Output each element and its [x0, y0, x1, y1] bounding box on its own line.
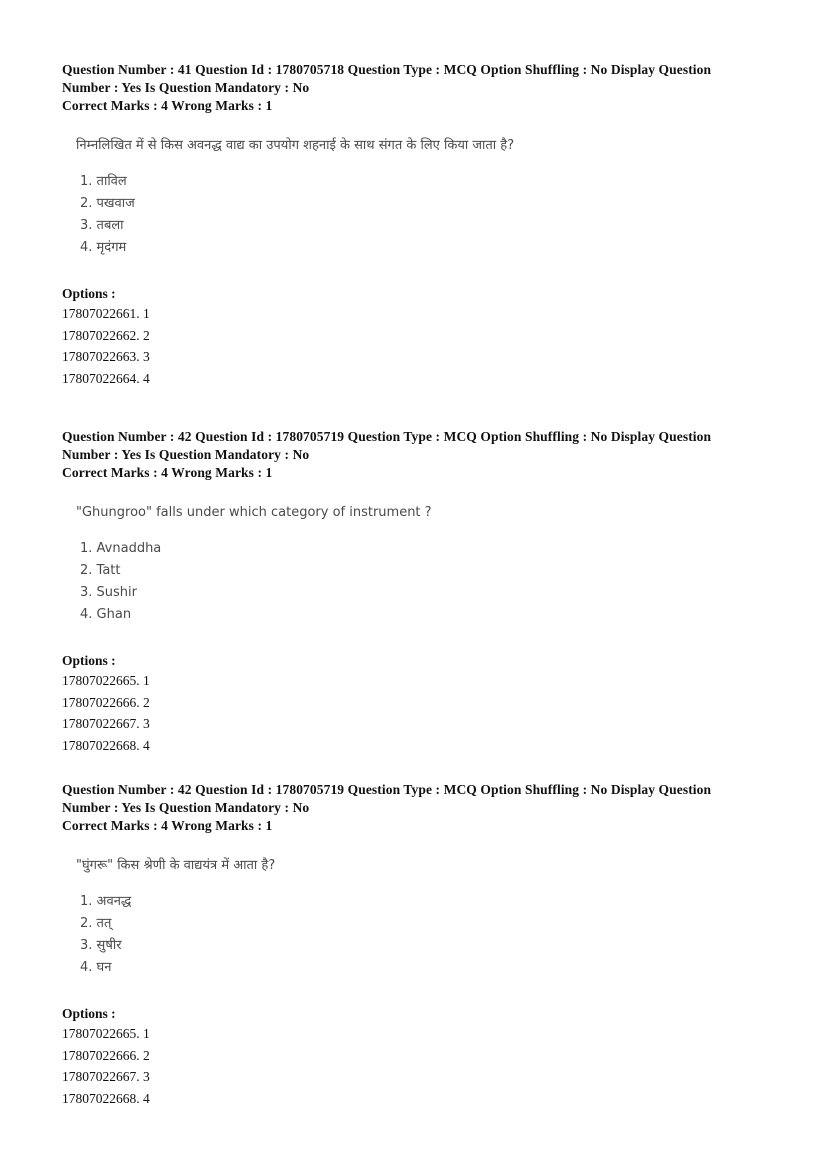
- question-meta-line1: Question Number : 42 Question Id : 1780705719 Question Type : MCQ Option Shuffling : No Display Question: [62, 429, 712, 444]
- option-1: 17807022661. 1: [62, 306, 150, 321]
- choice-4: 4. Ghan: [80, 607, 132, 622]
- choice-2: 2. Tatt: [80, 563, 121, 578]
- option-4: 17807022668. 4: [62, 737, 150, 753]
- choice-1: 1. अवनद्ध: [80, 894, 132, 909]
- question-image: [76, 857, 762, 979]
- option-3: 17807022667. 3: [62, 1069, 150, 1084]
- question-text: निम्नलिखित में से किस अवनद्ध वाद्य का उपयोग शहनाई के साथ संगत के लिए किया जाता है?: [76, 138, 515, 153]
- option-1: 17807022665. 1: [62, 673, 150, 688]
- choice-3: 3. सुषीर: [80, 938, 122, 953]
- question-meta-line1: Question Number : 42 Question Id : 1780705719 Question Type : MCQ Option Shuffling : No Display Question: [62, 782, 712, 797]
- question-meta-line2: Number : Yes Is Question Mandatory : No: [62, 80, 310, 95]
- option-2: 17807022666. 2: [62, 694, 150, 710]
- question-marks: Correct Marks : 4 Wrong Marks : 1: [62, 465, 273, 480]
- option-3: 17807022667. 3: [62, 716, 150, 731]
- choice-1: 1. ताविल: [80, 174, 127, 189]
- question-marks: Correct Marks : 4 Wrong Marks : 1: [62, 818, 273, 833]
- option-1: 17807022665. 1: [62, 1026, 150, 1041]
- choice-4: 4. मृदंगम: [80, 240, 127, 255]
- choice-3: 3. तबला: [80, 218, 124, 233]
- option-3: 17807022663. 3: [62, 349, 150, 364]
- option-4: 17807022668. 4: [62, 1090, 150, 1106]
- question-text: "Ghungroo" falls under which category of instrument ?: [76, 505, 432, 520]
- question-text: "घुंगरू" किस श्रेणी के वाद्ययंत्र में आता है?: [76, 858, 276, 873]
- question-image: [76, 504, 762, 626]
- options-label: Options :: [62, 1006, 116, 1021]
- question-block-41: [62, 61, 762, 389]
- question-marks: Correct Marks : 4 Wrong Marks : 1: [62, 98, 273, 113]
- choice-3: 3. Sushir: [80, 585, 137, 600]
- question-meta-line2: Number : Yes Is Question Mandatory : No: [62, 447, 310, 462]
- option-2: 17807022666. 2: [62, 1047, 150, 1063]
- question-meta-line1: Question Number : 41 Question Id : 1780705718 Question Type : MCQ Option Shuffling : No Display Question: [62, 62, 712, 77]
- question-image: [76, 137, 762, 259]
- question-meta-line2: Number : Yes Is Question Mandatory : No: [62, 800, 310, 815]
- option-4: 17807022664. 4: [62, 370, 150, 386]
- options-label: Options :: [62, 653, 116, 668]
- question-block-42-hi: [62, 781, 762, 1109]
- choice-4: 4. घन: [80, 960, 112, 975]
- option-2: 17807022662. 2: [62, 327, 150, 343]
- question-block-42-en: [62, 428, 762, 756]
- options-label: Options :: [62, 286, 116, 301]
- choice-2: 2. पखवाज: [80, 196, 135, 211]
- choice-2: 2. तत्: [80, 916, 112, 931]
- choice-1: 1. Avnaddha: [80, 541, 162, 556]
